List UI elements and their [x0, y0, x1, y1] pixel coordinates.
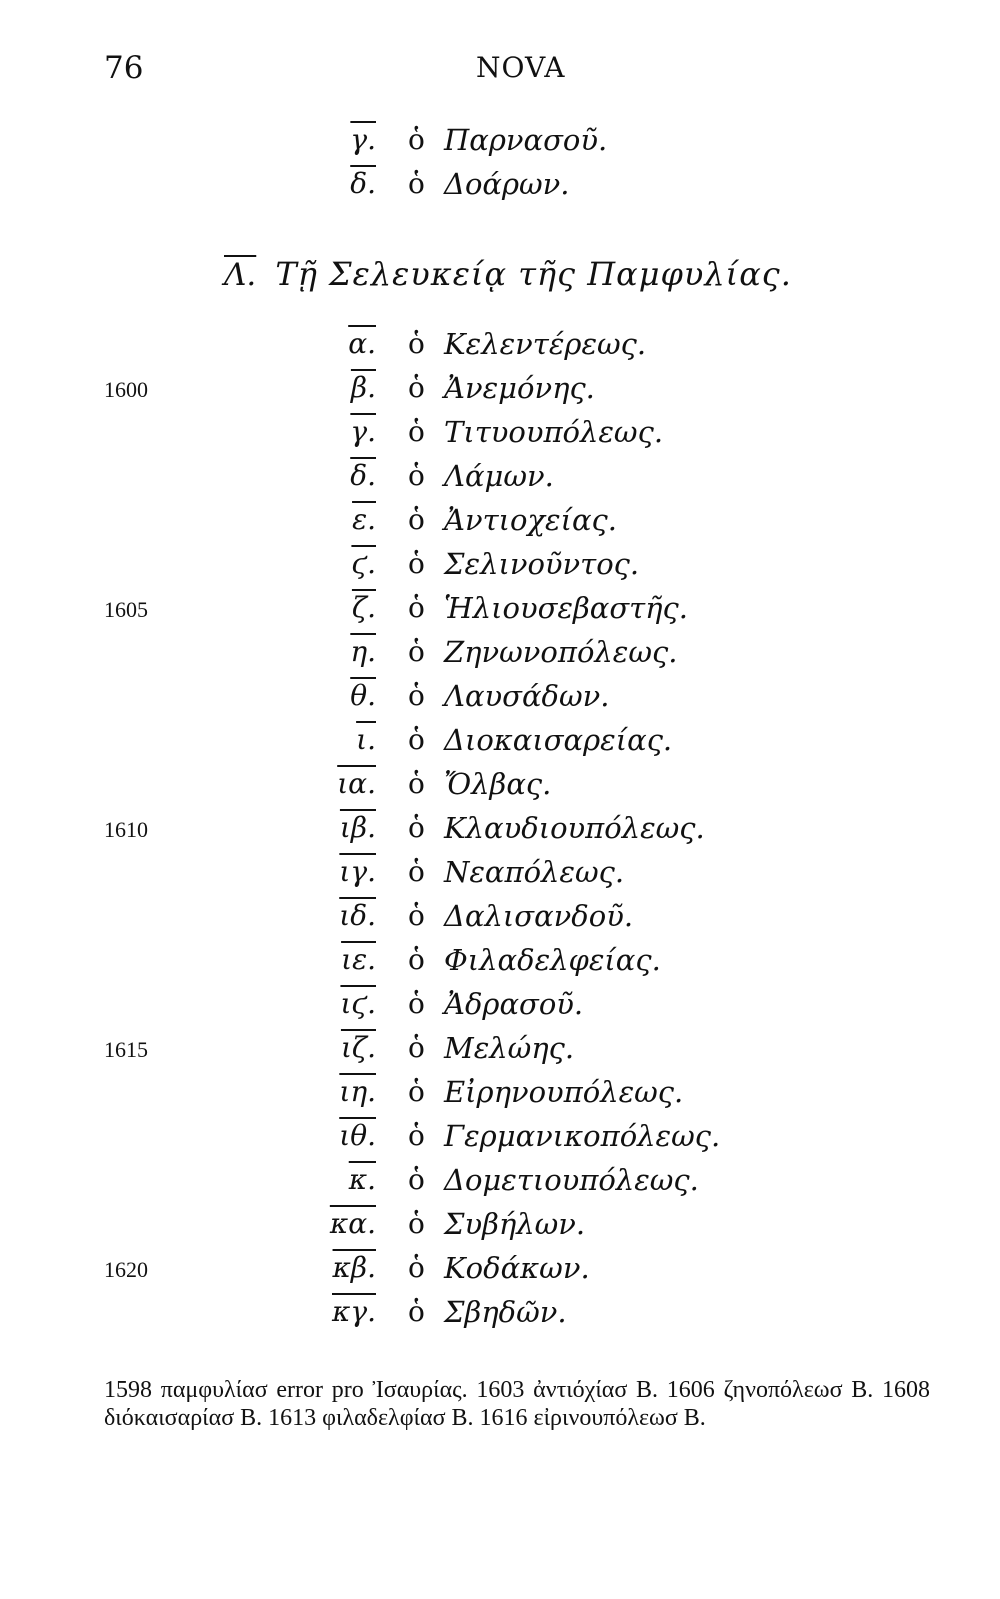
entry-article: ὁ	[408, 767, 425, 800]
list-item	[0, 456, 1000, 500]
list-item	[0, 1072, 1000, 1116]
list-item	[0, 852, 1000, 896]
list-item	[0, 896, 1000, 940]
entry-see-name: Νεαπόλεως.	[444, 855, 625, 889]
entry-number: ιε.	[341, 943, 376, 976]
entry-number: η.	[350, 635, 376, 668]
entry-article: ὁ	[408, 327, 425, 360]
list-item	[0, 1248, 1000, 1292]
entry-article: ὁ	[408, 1163, 425, 1196]
entry-see-name: Διοκαισαρείας.	[444, 723, 673, 757]
entry-number: γ.	[350, 415, 376, 448]
entry-article: ὁ	[408, 1119, 425, 1152]
entry-see-name: Εἰρηνουπόλεως.	[444, 1075, 684, 1109]
entry-number: ιδ.	[339, 899, 376, 932]
entry-article: ὁ	[408, 123, 425, 156]
entry-number: ζ.	[351, 591, 376, 624]
entry-number: ιζ.	[340, 1031, 376, 1064]
list-item	[0, 1292, 1000, 1336]
list-item	[0, 1116, 1000, 1160]
list-item	[0, 1204, 1000, 1248]
line-number: 1600	[104, 377, 148, 402]
entry-article: ὁ	[408, 1031, 425, 1064]
entry-number: ια.	[337, 767, 376, 800]
list-item	[0, 632, 1000, 676]
line-number: 1615	[104, 1037, 148, 1062]
list-item	[0, 984, 1000, 1028]
entry-number: ιβ.	[339, 811, 376, 844]
list-item	[0, 324, 1000, 368]
entry-article: ὁ	[408, 1295, 425, 1328]
list-item	[0, 412, 1000, 456]
line-number: 1605	[104, 597, 148, 622]
entry-number: κβ.	[332, 1251, 376, 1284]
entry-article: ὁ	[408, 899, 425, 932]
entry-see-name: Σβηδῶν.	[444, 1295, 567, 1329]
entry-see-name: Ἀνεμόνης.	[444, 371, 595, 405]
entry-number: δ.	[350, 459, 376, 492]
entry-see-name: Ζηνωνοπόλεως.	[444, 635, 678, 669]
list-item	[0, 764, 1000, 808]
entry-number: ιϛ.	[340, 987, 376, 1020]
apparatus-text: 1598 παμφυλίασ error pro Ἰσαυρίας. 1603 ἀντιόχίασ B. 1606 ζηνοπόλεωσ B. 1608 διόκαισαρίασ B. 1613 φιλαδελφίασ B. 1616 εἰρινουπόλεωσ B.	[104, 1377, 930, 1431]
list-item	[0, 164, 1000, 208]
list-item	[0, 588, 1000, 632]
line-number: 1610	[104, 817, 148, 842]
entry-see-name: Κελεντέρεως.	[444, 327, 647, 361]
entry-article: ὁ	[408, 1251, 425, 1284]
list-item	[0, 940, 1000, 984]
list-item	[0, 1160, 1000, 1204]
entry-see-name: Δομετιουπόλεως.	[444, 1163, 699, 1197]
entry-number: κγ.	[332, 1295, 376, 1328]
entry-number: θ.	[350, 679, 376, 712]
entry-article: ὁ	[408, 635, 425, 668]
entry-number: ιθ.	[339, 1119, 376, 1152]
entry-number: κ.	[348, 1163, 376, 1196]
entry-number: ιη.	[339, 1075, 376, 1108]
entry-see-name: Φιλαδελφείας.	[444, 943, 661, 977]
entry-see-name: Λάμων.	[444, 459, 554, 493]
entry-see-name: Σελινοῦντος.	[444, 547, 640, 581]
section-title: Τῇ Σελευκείᾳ τῆς Παμφυλίας.	[275, 255, 792, 293]
list-item	[0, 1028, 1000, 1072]
entry-article: ὁ	[408, 547, 425, 580]
entry-article: ὁ	[408, 591, 425, 624]
list-item	[0, 808, 1000, 852]
entry-number: ι.	[356, 723, 376, 756]
entry-article: ὁ	[408, 679, 425, 712]
entry-number: γ.	[350, 123, 376, 156]
entry-article: ὁ	[408, 943, 425, 976]
entry-see-name: Συβήλων.	[444, 1207, 586, 1241]
entry-see-name: Ὄλβας.	[444, 767, 552, 801]
list-item	[0, 676, 1000, 720]
entry-see-name: Ἀδρασοῦ.	[444, 987, 584, 1021]
entry-see-name: Ἀντιοχείας.	[444, 503, 617, 537]
entry-article: ὁ	[408, 371, 425, 404]
entry-article: ὁ	[408, 987, 425, 1020]
entry-number: ϛ.	[351, 547, 376, 580]
entry-article: ὁ	[408, 415, 425, 448]
section-number: Λ.	[224, 257, 257, 293]
entry-article: ὁ	[408, 1075, 425, 1108]
entry-number: α.	[348, 327, 376, 360]
entry-number: δ.	[350, 167, 376, 200]
list-item	[0, 120, 1000, 164]
list-item	[0, 544, 1000, 588]
entry-see-name: Μελώης.	[444, 1031, 575, 1065]
entry-article: ὁ	[408, 167, 425, 200]
entry-see-name: Παρνασοῦ.	[444, 123, 608, 157]
entry-see-name: Τιτυουπόλεως.	[444, 415, 664, 449]
entry-article: ὁ	[408, 459, 425, 492]
entry-see-name: Δοάρων.	[444, 167, 570, 201]
entry-article: ὁ	[408, 1207, 425, 1240]
list-item	[0, 368, 1000, 412]
entry-see-name: Λαυσάδων.	[444, 679, 610, 713]
entry-see-name: Κλαυδιουπόλεως.	[444, 811, 705, 845]
page-number: 76	[104, 50, 144, 86]
entry-article: ὁ	[408, 503, 425, 536]
entry-article: ὁ	[408, 811, 425, 844]
entry-article: ὁ	[408, 855, 425, 888]
section-heading	[224, 254, 792, 298]
entry-see-name: Κοδάκων.	[444, 1251, 590, 1285]
list-item	[0, 720, 1000, 764]
entry-article: ὁ	[408, 723, 425, 756]
critical-apparatus	[104, 1376, 930, 1432]
list-item	[0, 500, 1000, 544]
line-number: 1620	[104, 1257, 148, 1282]
entry-number: ιγ.	[339, 855, 376, 888]
entry-number: κα.	[329, 1207, 376, 1240]
entry-number: ε.	[352, 503, 376, 536]
entry-see-name: Δαλισανδοῦ.	[444, 899, 634, 933]
entry-number: β.	[350, 371, 376, 404]
entry-see-name: Ἡλιουσεβαστῆς.	[444, 591, 688, 625]
entry-see-name: Γερμανικοπόλεως.	[444, 1119, 721, 1153]
running-title: NOVA	[476, 51, 566, 84]
